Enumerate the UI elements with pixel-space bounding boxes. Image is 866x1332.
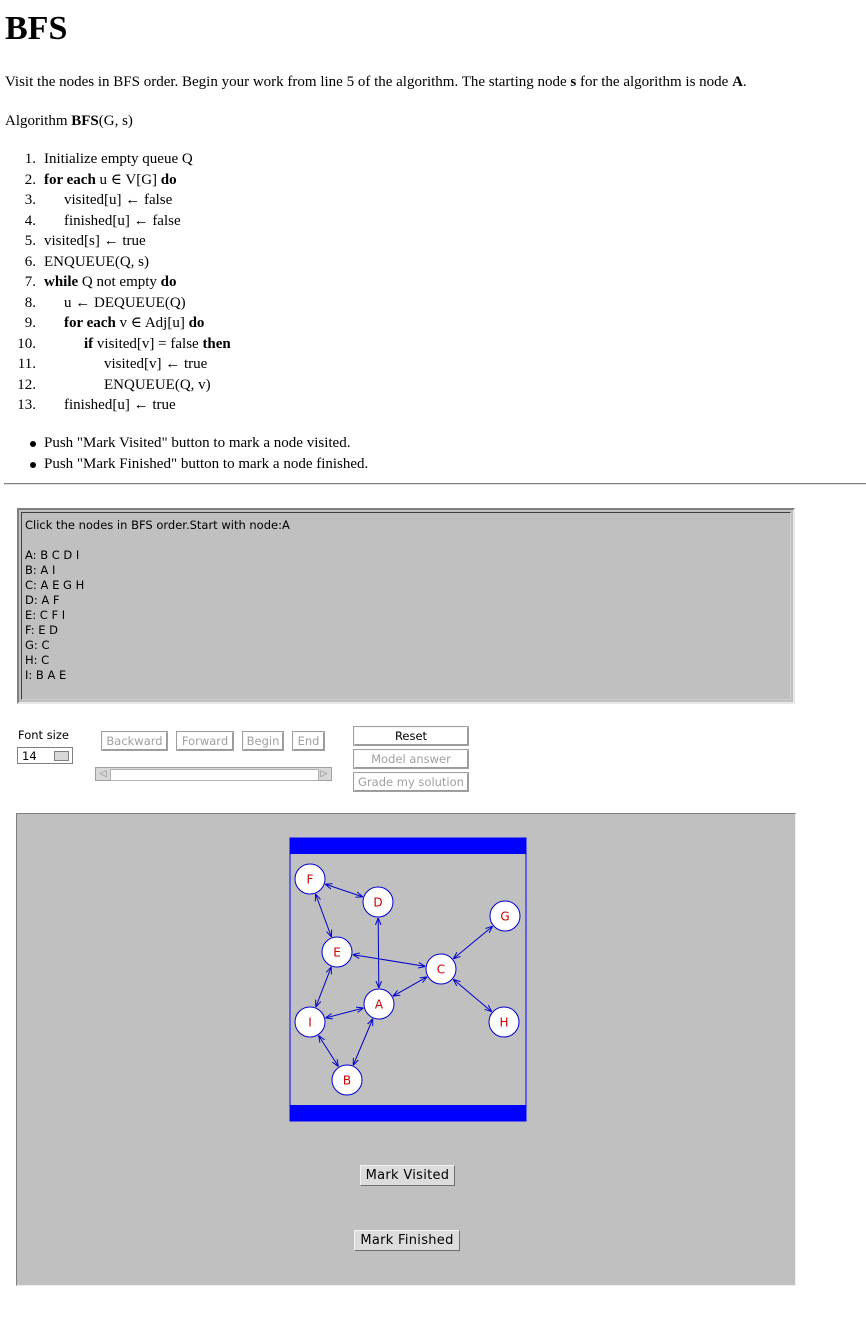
node-label: E xyxy=(333,945,341,960)
text-segment: then xyxy=(202,335,231,352)
model-answer-button[interactable]: Model answer xyxy=(354,750,468,768)
line-code xyxy=(64,190,172,211)
text-segment: s xyxy=(570,74,577,90)
line-code xyxy=(84,334,231,355)
algorithm-title xyxy=(5,113,133,130)
text-segment: Algorithm xyxy=(5,113,72,129)
animation-scrollbar[interactable] xyxy=(95,767,332,781)
graph-node-B[interactable] xyxy=(332,1065,362,1095)
line-code xyxy=(64,313,204,334)
bullet-icon xyxy=(30,462,36,468)
graph-panel xyxy=(16,813,796,1286)
graph-edge-F-D xyxy=(325,884,363,897)
text-segment: for each xyxy=(64,315,116,331)
graph-node-G[interactable] xyxy=(490,901,520,931)
node-label: A xyxy=(374,997,384,1012)
font-size-value: 14 xyxy=(22,749,37,763)
line-code xyxy=(64,293,186,314)
forward-button[interactable]: Forward xyxy=(177,732,233,750)
text-segment: . xyxy=(742,74,747,90)
graph-edge-A-B xyxy=(353,1019,373,1066)
graph-node-C[interactable] xyxy=(426,954,456,984)
page-title: BFS xyxy=(5,10,68,47)
text-segment: visited[s] ← true xyxy=(44,233,146,249)
graph-node-A[interactable] xyxy=(364,989,394,1019)
text-segment: (G, s) xyxy=(98,113,133,129)
graph-edge-E-I xyxy=(316,967,331,1007)
graph-edge-F-E xyxy=(316,894,332,937)
scrollbar-thumb[interactable] xyxy=(110,769,319,781)
line-number: 8. xyxy=(24,294,36,311)
graph-canvas[interactable] xyxy=(17,814,795,1285)
text-segment: do xyxy=(160,171,177,188)
instruction-text: Push "Mark Finished" button to mark a node finished. xyxy=(44,455,369,472)
line-code xyxy=(44,231,146,252)
text-segment: ENQUEUE(Q, v) xyxy=(104,376,211,393)
text-segment: do xyxy=(160,274,177,290)
graph-bottom-bar xyxy=(290,1105,526,1121)
node-label: G xyxy=(500,909,510,924)
adjacency-list-text: Click the nodes in BFS order.Start with node:A A: B C D I B: A I C: A E G H D: A F E: C F I F: E D G: C H: C I: B A E xyxy=(25,518,290,682)
text-segment: visited[v] = false xyxy=(93,335,203,352)
text-segment: finished[u] ← false xyxy=(64,212,181,229)
node-label: D xyxy=(373,895,383,910)
intro-text xyxy=(5,74,747,91)
scroll-left-icon[interactable]: ◁ xyxy=(99,769,107,779)
line-number: 2. xyxy=(24,171,36,188)
line-code xyxy=(104,375,211,396)
node-label: H xyxy=(499,1015,509,1030)
divider xyxy=(4,483,866,485)
line-code xyxy=(44,170,177,191)
graph-edge-I-B xyxy=(319,1035,339,1066)
line-number: 4. xyxy=(24,212,36,229)
bullet-icon xyxy=(30,441,36,447)
graph-node-H[interactable] xyxy=(489,1007,519,1037)
line-number: 7. xyxy=(24,274,36,290)
node-label: I xyxy=(308,1015,312,1030)
graph-edge-D-A xyxy=(378,918,379,988)
line-code xyxy=(104,354,207,375)
graph-node-E[interactable] xyxy=(322,937,352,967)
mark-finished-button[interactable]: Mark Finished xyxy=(354,1230,460,1251)
instruction-text: Push "Mark Visited" button to mark a node visited. xyxy=(44,435,351,451)
graph-edge-C-A xyxy=(393,977,427,996)
graph-edge-C-H xyxy=(453,979,492,1011)
line-code xyxy=(64,211,181,232)
text-segment: v ∈ Adj[u] xyxy=(115,315,189,331)
line-number: 1. xyxy=(24,151,36,167)
line-number: 12. xyxy=(17,376,36,393)
line-code xyxy=(64,395,176,416)
text-segment: visited[u] ← false xyxy=(64,192,173,208)
line-number: 11. xyxy=(17,356,36,372)
line-code xyxy=(44,252,149,273)
text-segment: Q not empty xyxy=(78,274,161,290)
text-segment: visited[v] ← true xyxy=(104,356,208,372)
mark-visited-button[interactable]: Mark Visited xyxy=(360,1165,455,1186)
line-code xyxy=(44,149,193,170)
end-button[interactable]: End xyxy=(293,732,324,750)
text-segment: Initialize empty queue Q xyxy=(44,151,193,167)
line-number: 6. xyxy=(24,253,36,270)
graph-edge-A-I xyxy=(325,1008,363,1018)
reset-button[interactable]: Reset xyxy=(354,727,468,745)
line-number: 3. xyxy=(24,192,36,208)
graph-edge-E-C xyxy=(353,955,425,967)
node-label: F xyxy=(306,872,314,887)
line-number: 13. xyxy=(17,397,36,413)
text-segment: u ∈ V[G] xyxy=(95,171,161,188)
scroll-right-icon[interactable]: ▷ xyxy=(320,769,328,779)
begin-button[interactable]: Begin xyxy=(243,732,283,750)
font-size-select[interactable] xyxy=(17,747,73,764)
graph-edge-G-C xyxy=(453,926,492,959)
line-number: 9. xyxy=(24,315,36,331)
graph-top-bar xyxy=(290,838,526,854)
line-code xyxy=(44,272,177,293)
text-segment: for the algorithm is node xyxy=(576,74,733,90)
grade-solution-button[interactable]: Grade my solution xyxy=(354,773,468,791)
node-label: B xyxy=(342,1073,352,1088)
node-label: C xyxy=(436,962,446,977)
text-segment: ENQUEUE(Q, s) xyxy=(44,253,149,270)
text-segment: BFS xyxy=(71,113,99,129)
text-segment: u ← DEQUEUE(Q) xyxy=(64,294,186,311)
graph-node-D[interactable] xyxy=(363,887,393,917)
line-number: 10. xyxy=(17,335,36,352)
graph-node-F[interactable] xyxy=(295,864,325,894)
chevron-down-icon[interactable] xyxy=(54,751,69,761)
graph-node-I[interactable] xyxy=(295,1007,325,1037)
text-segment: for each xyxy=(44,171,96,188)
backward-button[interactable]: Backward xyxy=(102,732,167,750)
text-segment: do xyxy=(188,315,205,331)
text-segment: A xyxy=(732,74,743,90)
font-size-label: Font size xyxy=(18,728,69,742)
text-segment: Visit the nodes in BFS order. Begin your work from line 5 of the algorithm. The starting node xyxy=(5,74,571,90)
line-number: 5. xyxy=(24,233,36,249)
text-segment: while xyxy=(44,274,79,290)
text-segment: if xyxy=(84,335,94,352)
text-segment: finished[u] ← true xyxy=(64,397,176,413)
info-text-area[interactable] xyxy=(17,508,795,704)
